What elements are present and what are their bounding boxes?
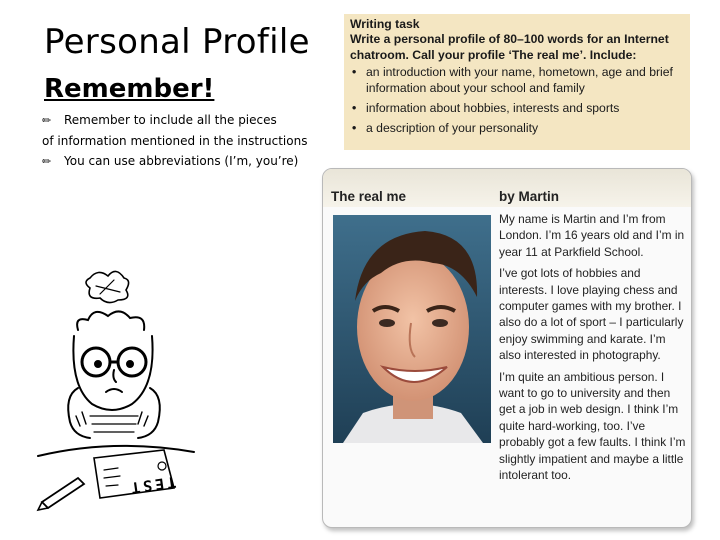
pencil-bullet-icon: ✏: [42, 155, 52, 168]
note-line: [42, 131, 332, 151]
note-text: You can use abbreviations (I’m, you’re): [64, 154, 299, 168]
profile-card: [322, 168, 692, 528]
writing-task-box: [344, 14, 690, 150]
writing-task-list: [350, 65, 682, 137]
remember-heading: Remember!: [44, 74, 215, 104]
writing-task-instruction: chatroom. Call your profile ‘The real me’. Include:: [350, 47, 637, 62]
profile-text: [499, 211, 687, 489]
profile-title: The real me: [331, 189, 407, 204]
writing-task-item: • a description of your personality: [350, 121, 682, 136]
writing-task-heading: Writing task: [350, 17, 420, 31]
profile-photo: [333, 215, 491, 443]
profile-paragraph: I’ve got lots of hobbies and interests. I love playing chess and computer games with my brother. I also do a lot of sport – I particularly enjoy swimming and karate. I’m also interested in photography.: [499, 266, 684, 363]
reminder-notes: [42, 110, 332, 172]
note-text: of information mentioned in the instructions: [42, 134, 308, 148]
writing-task-item: • information about hobbies, interests and sports: [350, 101, 682, 116]
note-line: [42, 151, 332, 172]
profile-card-header: [323, 169, 691, 207]
note-line: [42, 110, 332, 131]
pencil-bullet-icon: ✏: [42, 114, 52, 127]
profile-paragraph: My name is Martin and I’m from London. I’m 16 years old and I’m in year 11 at Parkfield School.: [499, 212, 685, 259]
test-paper-label: TEST: [126, 472, 178, 498]
slide-title: Personal Profile: [44, 22, 310, 62]
note-text: Remember to include all the pieces: [64, 113, 277, 127]
profile-paragraph: I’m quite an ambitious person. I want to go to university and then get a job in web design. I think I’m quite hard-working, too. I’ve probably got a few faults. I think I’m slightly impatient and maybe a little intolerant too.: [499, 369, 686, 483]
writing-task-item: • an introduction with your name, hometown, age and brief information about your school and family: [350, 65, 682, 96]
student-cartoon: [34, 266, 204, 516]
profile-author: by Martin: [499, 189, 560, 204]
writing-task-instruction: Write a personal profile of 80–100 words for an Internet: [350, 32, 669, 47]
